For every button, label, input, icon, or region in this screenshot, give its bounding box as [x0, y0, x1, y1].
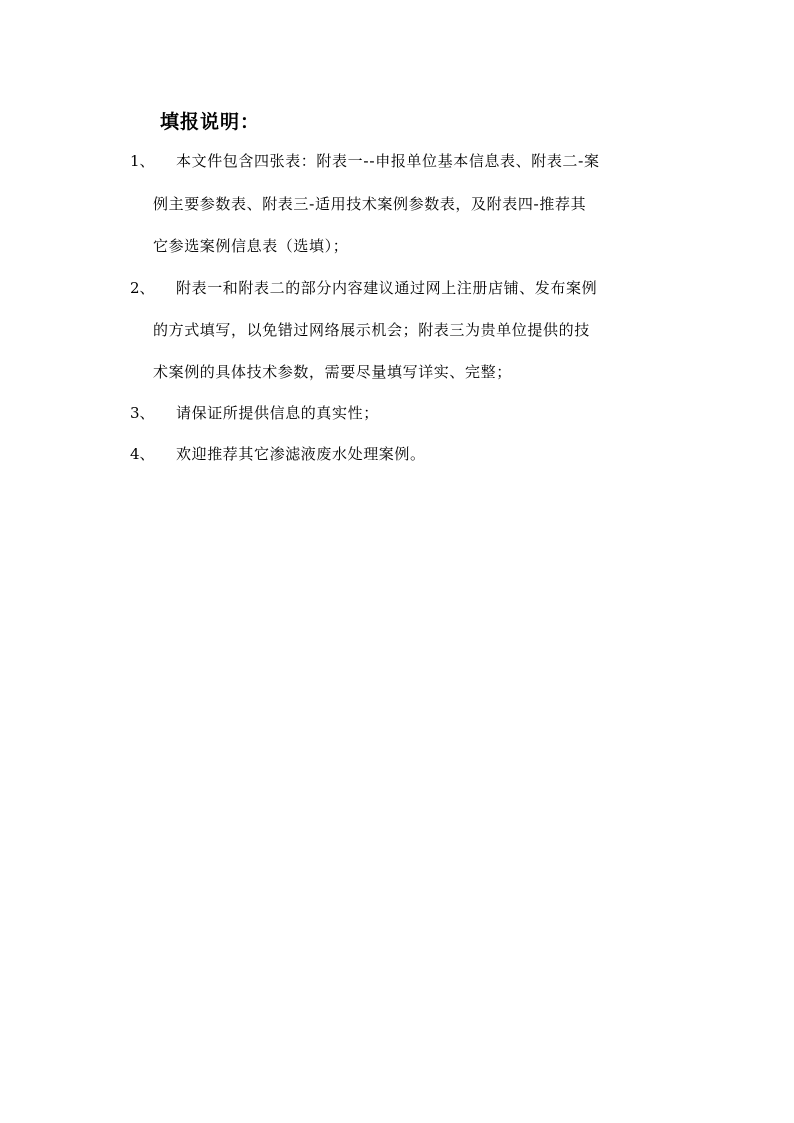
item-number: 3、	[130, 404, 155, 422]
item-text-line: 本文件包含四张表：附表一--申报单位基本信息表、附表二-案	[176, 152, 600, 170]
item-text-line: 欢迎推荐其它渗滤液废水处理案例。	[176, 445, 426, 463]
item-text-line: 例主要参数表、附表三-适用技术案例参数表，及附表四-推荐其	[153, 195, 587, 213]
item-number: 2、	[130, 279, 155, 297]
item-number: 1、	[130, 152, 155, 170]
item-text-line: 请保证所提供信息的真实性；	[176, 404, 379, 422]
item-text-line: 附表一和附表二的部分内容建议通过网上注册店铺、发布案例	[176, 279, 598, 297]
document-title: 填报说明：	[160, 111, 261, 133]
item-number: 4、	[130, 445, 155, 463]
item-text-line: 术案例的具体技术参数，需要尽量填写详实、完整；	[153, 363, 512, 381]
item-text-line: 它参选案例信息表（选填）；	[153, 237, 349, 255]
item-text-line: 的方式填写，以免错过网络展示机会；附表三为贵单位提供的技	[153, 321, 590, 339]
